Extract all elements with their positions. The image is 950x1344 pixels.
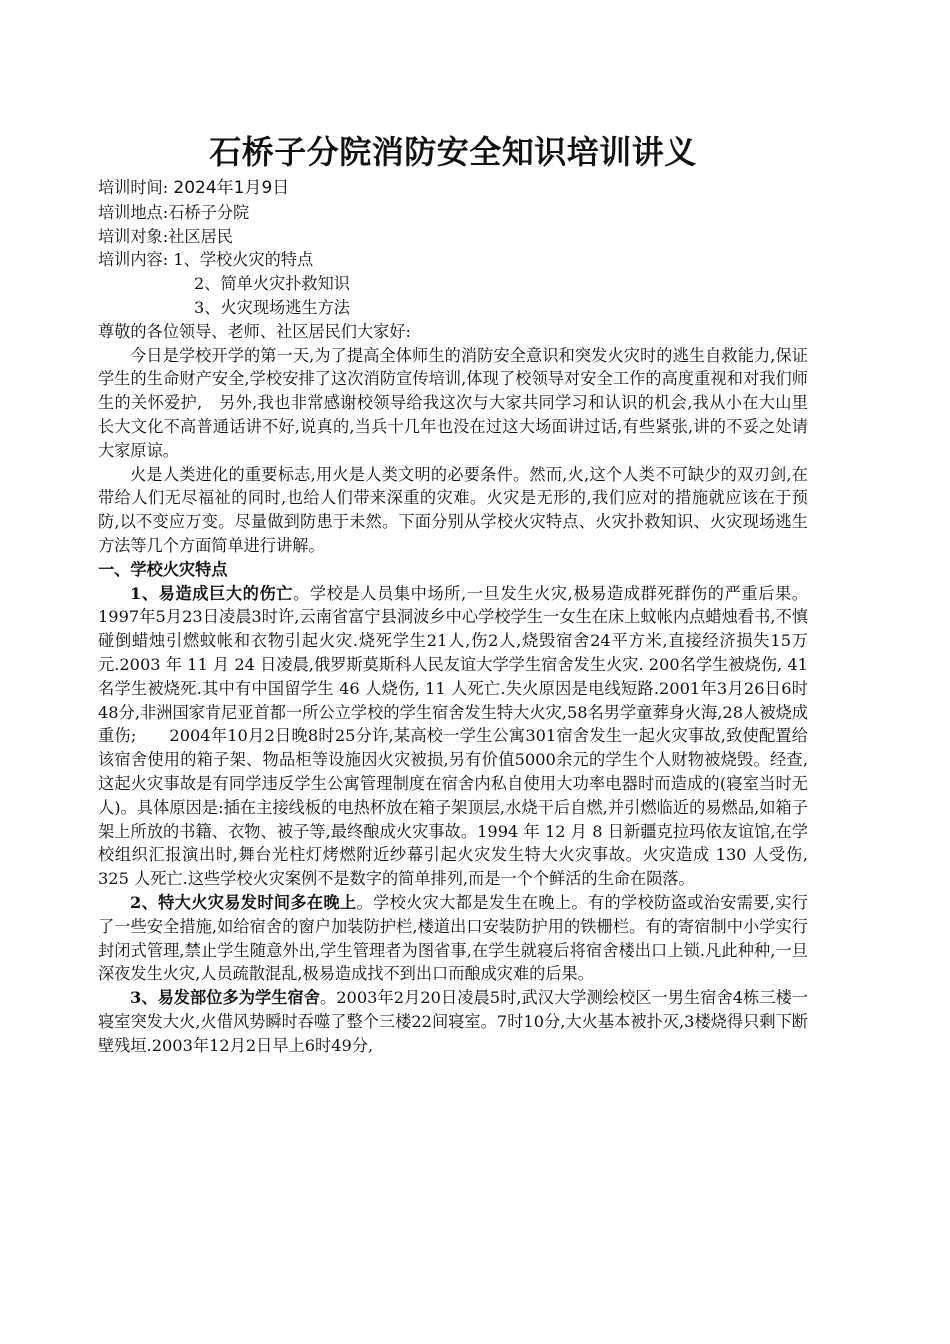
body-paragraph bbox=[98, 986, 808, 1057]
paragraph-heading: 2、特大火灾易发时间多在晚上 bbox=[130, 892, 357, 912]
paragraph-heading: 1、易造成巨大的伤亡 bbox=[130, 583, 294, 603]
training-content bbox=[98, 248, 808, 272]
training-time-value: 2024年1月9日 bbox=[173, 178, 290, 198]
training-content-label: 培训内容: bbox=[98, 250, 169, 270]
paragraph-text: 。2003年2月20日凌晨5时,武汉大学测绘校区一男生宿舍4栋三楼一寝室突发大火,火借风势瞬时吞噬了整个三楼22间寝室。7时10分,大火基本被扑灭,3楼烧得只剩下断壁残垣.2003年12月2日早上6时49分, bbox=[98, 988, 808, 1055]
document-title: 石桥子分院消防安全知识培训讲义 bbox=[209, 133, 697, 171]
content-item: 3、火灾现场逃生方法 bbox=[194, 297, 350, 317]
body-paragraph bbox=[98, 582, 808, 891]
body-paragraph bbox=[98, 891, 808, 986]
document-page bbox=[98, 128, 808, 1057]
training-audience: 培训对象:社区居民 bbox=[98, 226, 233, 246]
greeting: 尊敬的各位领导、老师、社区居民们大家好: bbox=[98, 321, 412, 341]
training-time bbox=[98, 176, 808, 201]
section-heading: 一、学校火灾特点 bbox=[98, 559, 228, 579]
intro-paragraph: 今日是学校开学的第一天,为了提高全体师生的消防安全意识和突发火灾时的逃生自救能力,保证学生的生命财产安全,学校安排了这次消防宣传培训,体现了校领导对安全工作的高度重视和对我们师生的关怀爱护, 另外,我也非常感谢校领导给我这次与大家共同学习和认识的机会,我从小在大山里长大文化不高普通话讲不好,说真的,当兵十几年也没在过这大场面讲过话,有些紧张,讲的不妥之处请大家原谅。 bbox=[98, 345, 808, 460]
training-time-label: 培训时间: bbox=[98, 178, 169, 197]
training-place: 培训地点:石桥子分院 bbox=[98, 202, 250, 222]
intro-paragraph: 火是人类进化的重要标志,用火是人类文明的必要条件。然而,火,这个人类不可缺少的双刃剑,在带给人们无尽福祉的同时,也给人们带来深重的灾难。火灾是无形的,我们应对的措施就应该在于预防,以不变应万变。尽量做到防患于未然。下面分别从学校火灾特点、火灾扑救知识、火灾现场逃生方法等几个方面简单进行讲解。 bbox=[98, 464, 808, 555]
content-item: 2、简单火灾扑救知识 bbox=[194, 274, 350, 294]
paragraph-text: 。学校火灾大都是发生在晚上。有的学校防盗或治安需要,实行了一些安全措施,如给宿舍的窗户加装防护栏,楼道出口安装防护用的铁栅栏。有的寄宿制中小学实行封闭式管理,禁止学生随意外出,学生管理者为图省事,在学生就寝后将宿舍楼出口上锁.凡此种种,一旦深夜发生火灾,人员疏散混乱,极易造成找不到出口而酿成灾难的后果。 bbox=[98, 892, 808, 984]
paragraph-text: 。学校是人员集中场所,一旦发生火灾,极易造成群死群伤的严重后果。1997年5月23日凌晨3时许,云南省富宁县洞波乡中心学校学生一女生在床上蚊帐内点蜡烛看书,不慎碰倒蜡烛引燃蚊帐和衣物引起火灾.烧死学生21人,伤2人,烧毁宿舍24平方米,直接经济损失15万元.2003 年 11 月 24 日凌晨,俄罗斯莫斯科人民友谊大学学生宿舍发生火灾. 200名学生被烧伤, 41 名学生被烧死.其中有中国留学生 46 人烧伤, 11 人死亡.失火原因是电线短路.2001年3月26日6时48分,非洲国家肯尼亚首都一所公立学校的学生宿舍发生特大火灾,58名男学童葬身火海,28人被烧成重伤; 2004年10月2日晚8时25分许,某高校一学生公寓301宿舍发生一起火灾事故,致使配置给该宿舍使用的箱子架、物品柜等设施因火灾被损,另有价值5000余元的学生个人财物被烧毁。经查,这起火灾事故是有同学违反学生公寓管理制度在宿舍内私自使用大功率电器时而造成的(寝室当时无人)。具体原因是:插在主接线板的电热杯放在箱子架顶层,水烧干后自燃,并引燃临近的易燃品,如箱子架上所放的书籍、衣物、被子等,最终酿成火灾事故。1994 年 12 月 8 日新疆克拉玛依友谊馆,在学校组织汇报演出时,舞台光柱灯烤燃附近纱幕引起火灾发生特大火灾事故。火灾造成 130 人受伤, 325 人死亡.这些学校火灾案例不是数字的简单排列,而是一个个鲜活的生命在陨落。 bbox=[98, 583, 808, 889]
content-item: 1、学校火灾的特点 bbox=[173, 250, 314, 270]
paragraph-heading: 3、易发部位多为学生宿舍 bbox=[130, 988, 321, 1008]
